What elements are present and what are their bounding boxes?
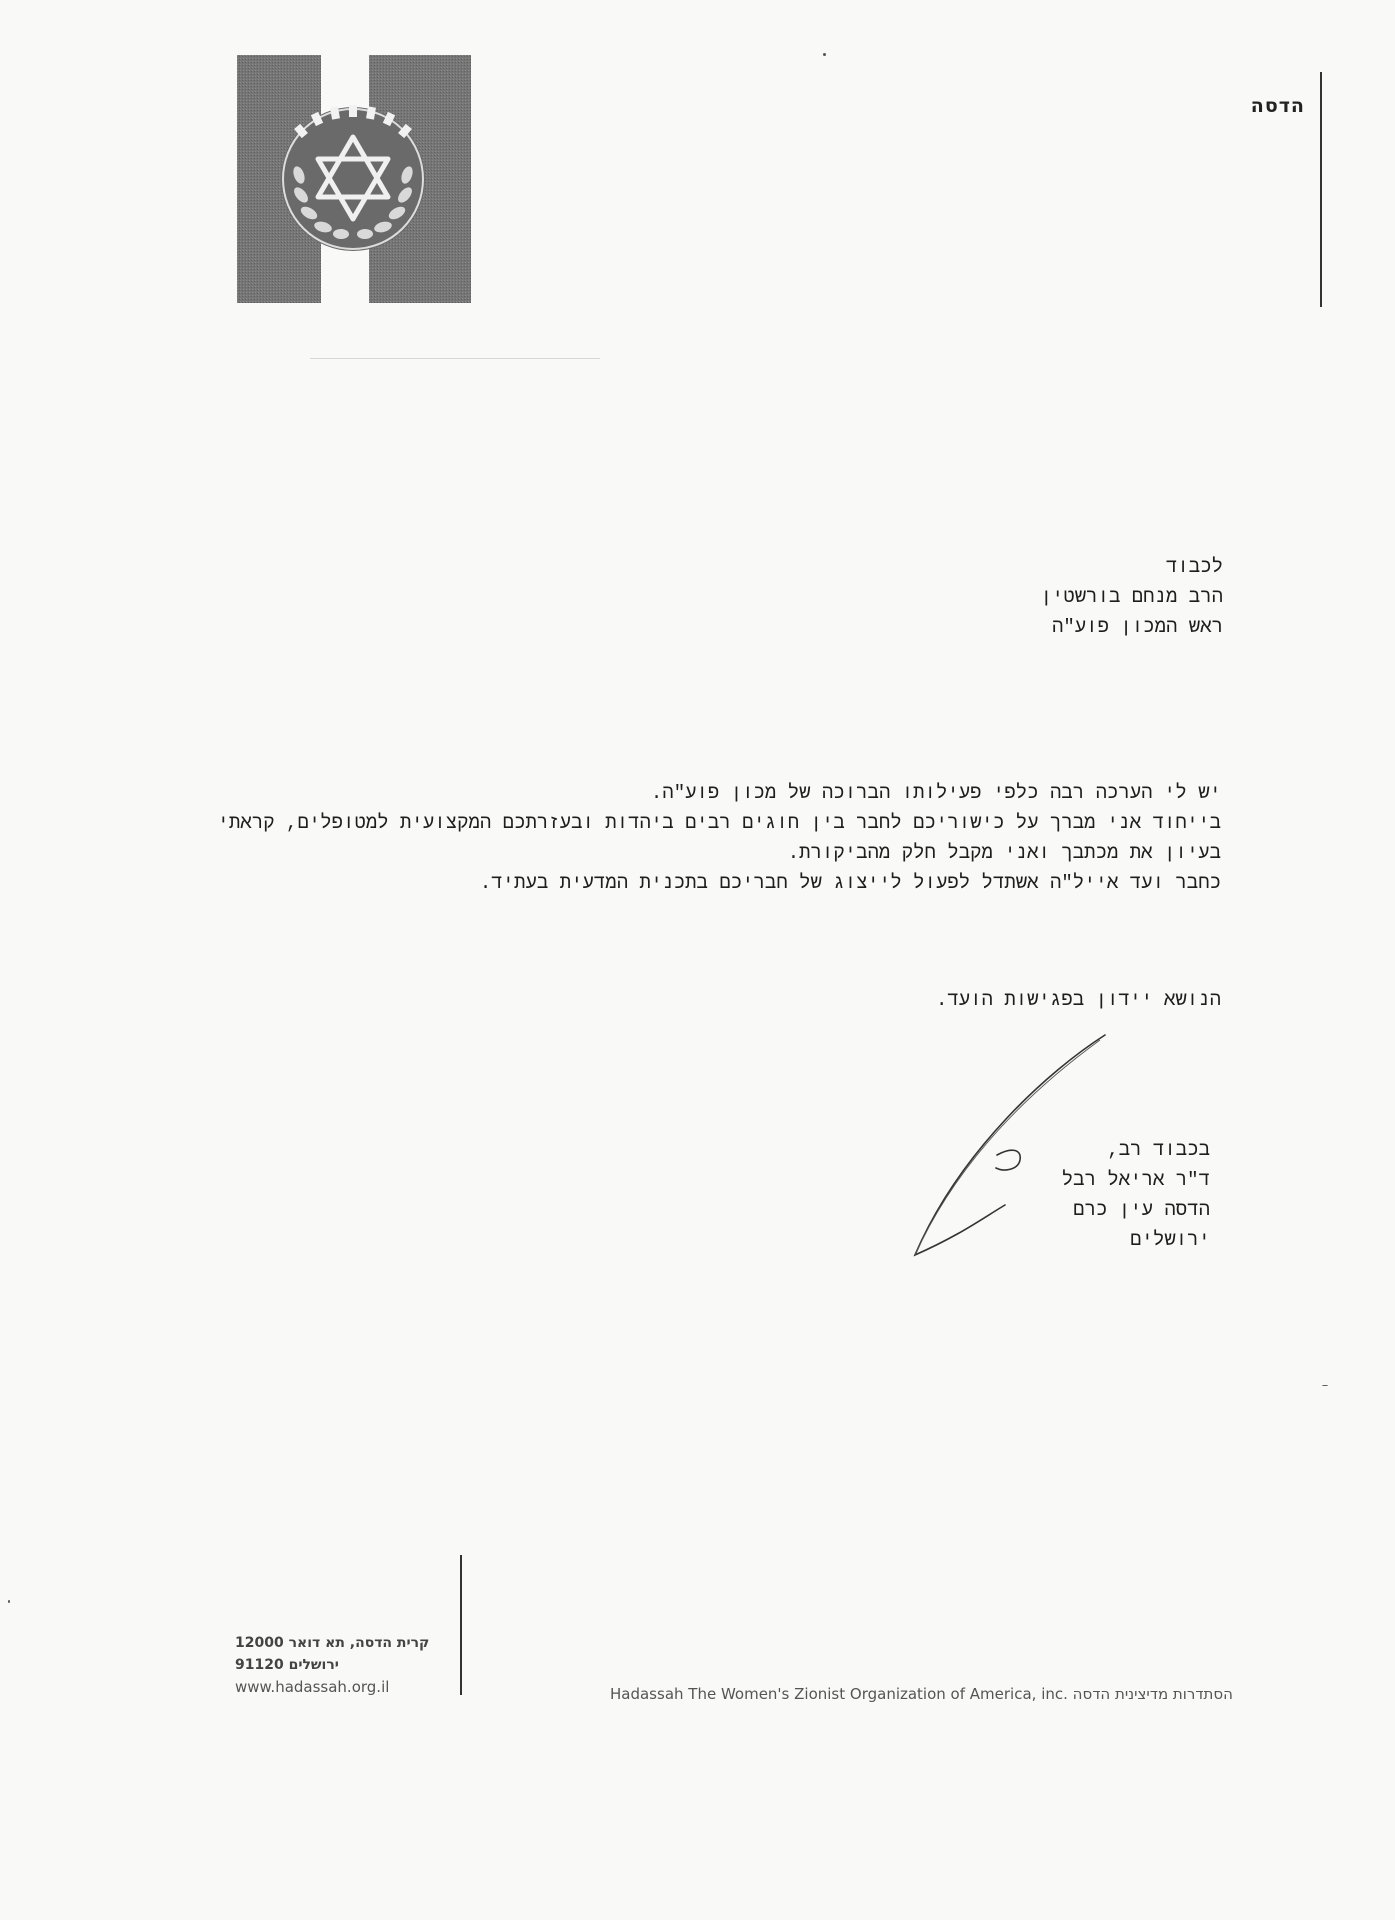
body-line: בעיון את מכתבך ואני מקבל חלק מהביקורת. [787,842,1221,864]
footer-website: www.hadassah.org.il [235,1678,390,1696]
letter-body [217,778,1221,898]
recipient-salutation: לכבוד [1165,556,1223,578]
recipient-name: הרב מנחם בורשטין [1040,586,1223,608]
faint-line [310,358,600,359]
recipient-title: ראש המכון פוע"ה [1051,616,1223,638]
paper-speck [1322,1385,1328,1386]
hadassah-logo [237,55,471,303]
recipient-block [803,552,1223,642]
paper-speck [823,53,826,56]
note-line: הנושא יידון בפגישות הועד. [935,989,1221,1011]
footer-address [235,1632,460,1698]
paper-speck [8,1600,10,1603]
signer-institution: הדסה עין כרם [1073,1199,1210,1221]
handwritten-signature [900,1030,1120,1270]
closing-regards: בכבוד רב, [1107,1139,1210,1161]
footer-address-line2: ירושלים 91120 [235,1657,339,1673]
footer-org-hebrew: הסתדרות מדיצינית הדסה [1072,1685,1233,1703]
body-line: בייחוד אני מברך על כישוריכם לחבר בין חוגים רבים ביהדות ובעזרתכם המקצועית למטופלים, קראתי [217,812,1221,834]
footer-address-line1: קרית הדסה, תא דואר 12000 [235,1635,430,1651]
letterhead-name: הדסה [1250,95,1305,117]
body-line: יש לי הערכה רבה כלפי פעילותו הברוכה של מכון פוע"ה. [650,782,1221,804]
signer-city: ירושלים [1130,1229,1210,1251]
hadassah-logo-graphic [237,55,471,303]
footer-divider [460,1555,462,1695]
signer-name: ד"ר אריאל רבל [1061,1169,1210,1191]
body-line: כחבר ועד אייל"ה אשתדל לפעול לייצוג של חבריכם בתכנית המדעית בעתיד. [479,872,1221,894]
header-divider [1320,72,1322,307]
footer-org-english: Hadassah The Women's Zionist Organization of America, inc. [610,1685,1068,1703]
footer-organization [610,1685,1290,1703]
letter-note [621,985,1221,1015]
